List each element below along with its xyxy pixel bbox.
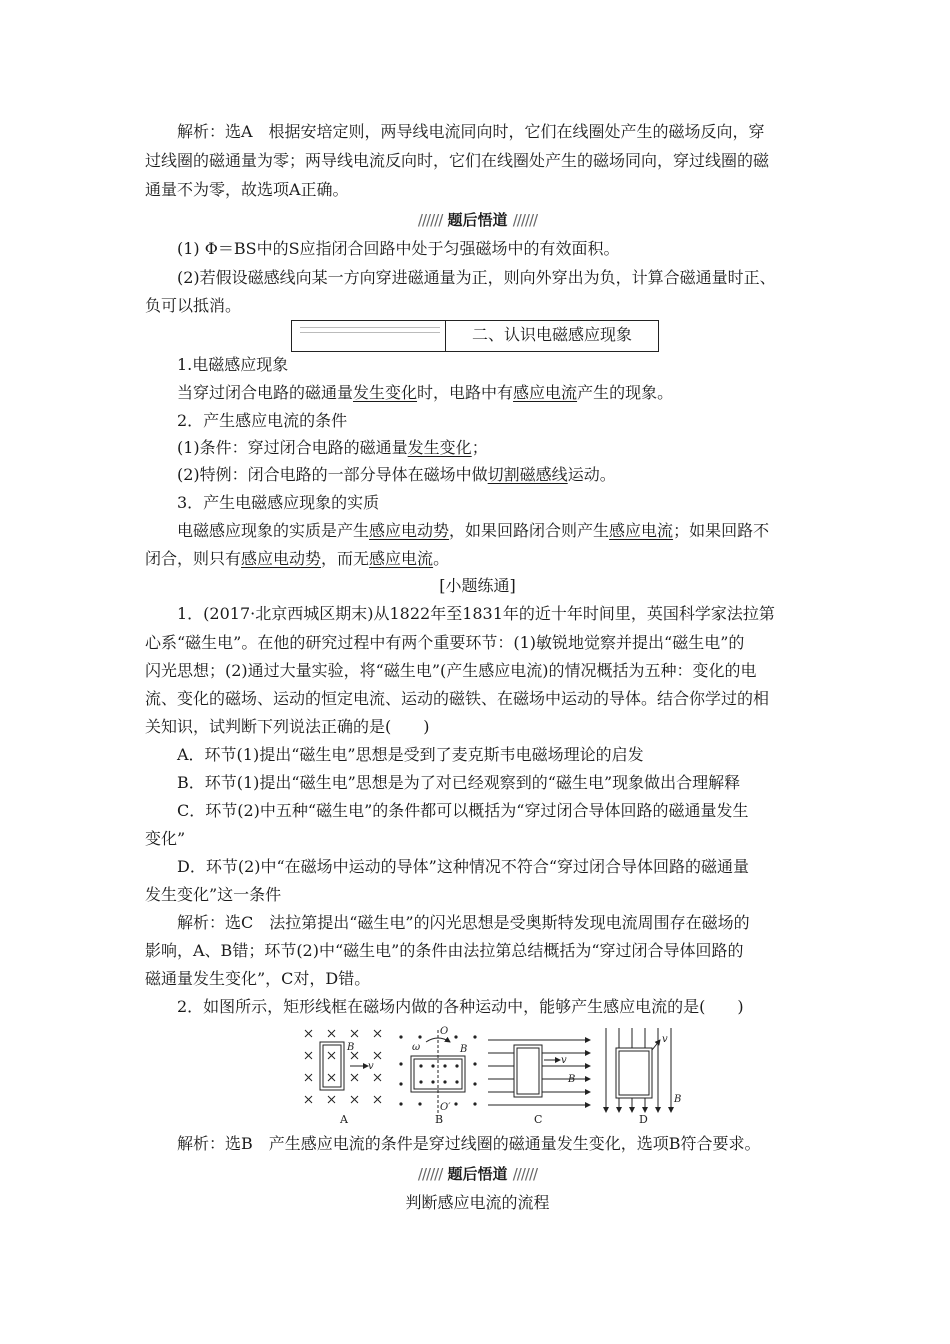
- text-run: ，而无: [321, 549, 370, 568]
- s1-heading: 1.电磁感应现象: [177, 355, 289, 374]
- panel-c-velocity-label: v: [561, 1055, 567, 1066]
- q2-figure: [288, 1020, 688, 1130]
- panel-b-field-label: B: [460, 1044, 468, 1055]
- tip-1: (1) Φ＝BS中的S应指闭合回路中处于匀强磁场中的有效面积。: [177, 239, 620, 258]
- s1-paragraph: [177, 383, 810, 403]
- q1-option-b: B．环节(1)提出“磁生电”思想是为了对已经观察到的“磁生电”现象做出合理解释: [177, 773, 741, 792]
- underlined-answer: 切割磁感线: [487, 465, 568, 484]
- panel-c-label: C: [534, 1113, 543, 1126]
- panel-a-field-label: B: [347, 1042, 355, 1053]
- banner-title: 题后悟道: [447, 1165, 508, 1183]
- solution-1-line-1: 解析：选A 根据安培定则，两导线电流同向时，它们在线圈处产生的磁场反向，穿: [177, 122, 765, 141]
- text-run: ；如果回路不: [673, 521, 770, 540]
- text-run: (1)条件：穿过闭合电路的磁通量: [177, 438, 408, 457]
- text-run: (2)特例：闭合电路的一部分导体在磁场中做: [177, 465, 488, 484]
- tip-2-line-1: (2)若假设磁感线向某一方向穿进磁通量为正，则向外穿出为负，计算合磁通量时正、: [177, 268, 776, 287]
- s3-paragraph-line-1: [177, 521, 810, 541]
- q1-line-3: 闪光思想；(2)通过大量实验，将“磁生电”(产生感应电流)的情况概括为五种：变化的电: [145, 661, 757, 680]
- text-run: 。: [433, 549, 450, 568]
- text-run: 产生的现象。: [577, 383, 674, 402]
- text-run: 当穿过闭合电路的磁通量: [177, 383, 354, 402]
- q1-line-4: 流、变化的磁场、运动的恒定电流、运动的磁铁、在磁场中运动的导体。结合你学过的相: [145, 689, 770, 708]
- s3-heading: 3．产生电磁感应现象的实质: [177, 493, 380, 512]
- banner-title: 题后悟道: [447, 211, 508, 229]
- text-run: 闭合，则只有: [145, 549, 242, 568]
- underlined-answer: 感应电动势: [241, 549, 322, 568]
- underlined-answer: 感应电动势: [369, 521, 450, 540]
- s2-heading: 2．产生感应电流的条件: [177, 411, 348, 430]
- text-run: 运动。: [567, 465, 616, 484]
- panel-b-label: B: [435, 1113, 444, 1126]
- q1-solution-line-2: 影响，A、B错；环节(2)中“磁生电”的条件由法拉第总结概括为“穿过闭合导体回路的: [145, 941, 744, 960]
- text-run: 时，电路中有: [417, 383, 514, 402]
- panel-b-axis-bottom: O′: [440, 1102, 451, 1113]
- underlined-answer: 发生变化: [407, 438, 472, 457]
- panel-c-field-label: B: [568, 1074, 576, 1085]
- q1-line-2: 心系“磁生电”。在他的研究过程中有两个重要环节：(1)敏锐地觉察并提出“磁生电”的: [145, 633, 745, 652]
- q1-option-d-line-2: 发生变化”这一条件: [145, 885, 282, 904]
- underlined-answer: 感应电流: [513, 383, 578, 402]
- underlined-answer: 发生变化: [353, 383, 418, 402]
- text-run: ；: [471, 438, 488, 457]
- panel-d-coil: [616, 1048, 652, 1098]
- banner-slashes-left: //////: [417, 1165, 443, 1183]
- q2-figure-svg: [288, 1020, 688, 1130]
- section-heading-decoration: [300, 327, 440, 333]
- q1-line-1: 1．(2017·北京西城区期末)从1822年至1831年的近十年时间里，英国科学家法拉第: [177, 604, 775, 623]
- panel-d-velocity-arrow: [652, 1040, 660, 1050]
- practice-title: [小题练通]: [439, 576, 516, 595]
- s3-paragraph-line-2: [145, 549, 810, 569]
- section-heading-box: [291, 320, 659, 352]
- q1-option-a: A．环节(1)提出“磁生电”思想是受到了麦克斯韦电磁场理论的启发: [177, 745, 644, 764]
- tips-banner-1: [145, 210, 810, 230]
- panel-a-velocity-label: v: [368, 1061, 374, 1072]
- solution-1-line-3: 通量不为零，故选项A正确。: [145, 180, 349, 199]
- q1-solution-line-1: 解析：选C 法拉第提出“磁生电”的闪光思想是受奥斯特发现电流周围存在磁场的: [177, 913, 750, 932]
- underlined-answer: 感应电流: [369, 549, 434, 568]
- s2-special-case: [177, 465, 810, 485]
- section-title: 二、认识电磁感应现象: [471, 325, 632, 344]
- q1-line-5: 关知识，试判断下列说法正确的是( ): [145, 717, 430, 736]
- s2-condition: [177, 438, 810, 458]
- q2-solution: 解析：选B 产生感应电流的条件是穿过线圈的磁通量发生变化，选项B符合要求。: [177, 1134, 761, 1153]
- panel-d-field-label: B: [674, 1094, 682, 1105]
- final-heading: 判断感应电流的流程: [405, 1193, 550, 1212]
- q1-option-d-line-1: D．环节(2)中“在磁场中运动的导体”这种情况不符合“穿过闭合导体回路的磁通量: [177, 857, 750, 876]
- solution-1-line-2: 过线圈的磁通量为零；两导线电流反向时，它们在线圈处产生的磁场同向，穿过线圈的磁: [145, 151, 770, 170]
- panel-a-label: A: [340, 1113, 348, 1126]
- text-run: ，如果回路闭合则产生: [449, 521, 610, 540]
- panel-c-coil: [514, 1045, 542, 1097]
- text-run: 电磁感应现象的实质是产生: [177, 521, 370, 540]
- underlined-answer: 感应电流: [609, 521, 674, 540]
- q1-option-c-line-1: C．环节(2)中五种“磁生电”的条件都可以概括为“穿过闭合导体回路的磁通量发生: [177, 801, 749, 820]
- banner-slashes-left: //////: [417, 211, 443, 229]
- banner-slashes-right: //////: [512, 1165, 538, 1183]
- tips-banner-2: [145, 1164, 810, 1184]
- panel-b-omega-label: ω: [412, 1042, 421, 1053]
- banner-slashes-right: //////: [512, 211, 538, 229]
- panel-a-coil: [320, 1042, 368, 1090]
- panel-d-velocity-label: v: [662, 1034, 668, 1045]
- q1-solution-line-3: 磁通量发生变化”，C对，D错。: [145, 969, 371, 988]
- tip-2-line-2: 负可以抵消。: [145, 296, 242, 315]
- q2-stem: 2．如图所示，矩形线框在磁场内做的各种运动中，能够产生感应电流的是( ): [177, 997, 744, 1016]
- panel-b-axis-top: O: [440, 1026, 449, 1037]
- q1-option-c-line-2: 变化”: [145, 829, 186, 848]
- panel-d-label: D: [639, 1113, 648, 1126]
